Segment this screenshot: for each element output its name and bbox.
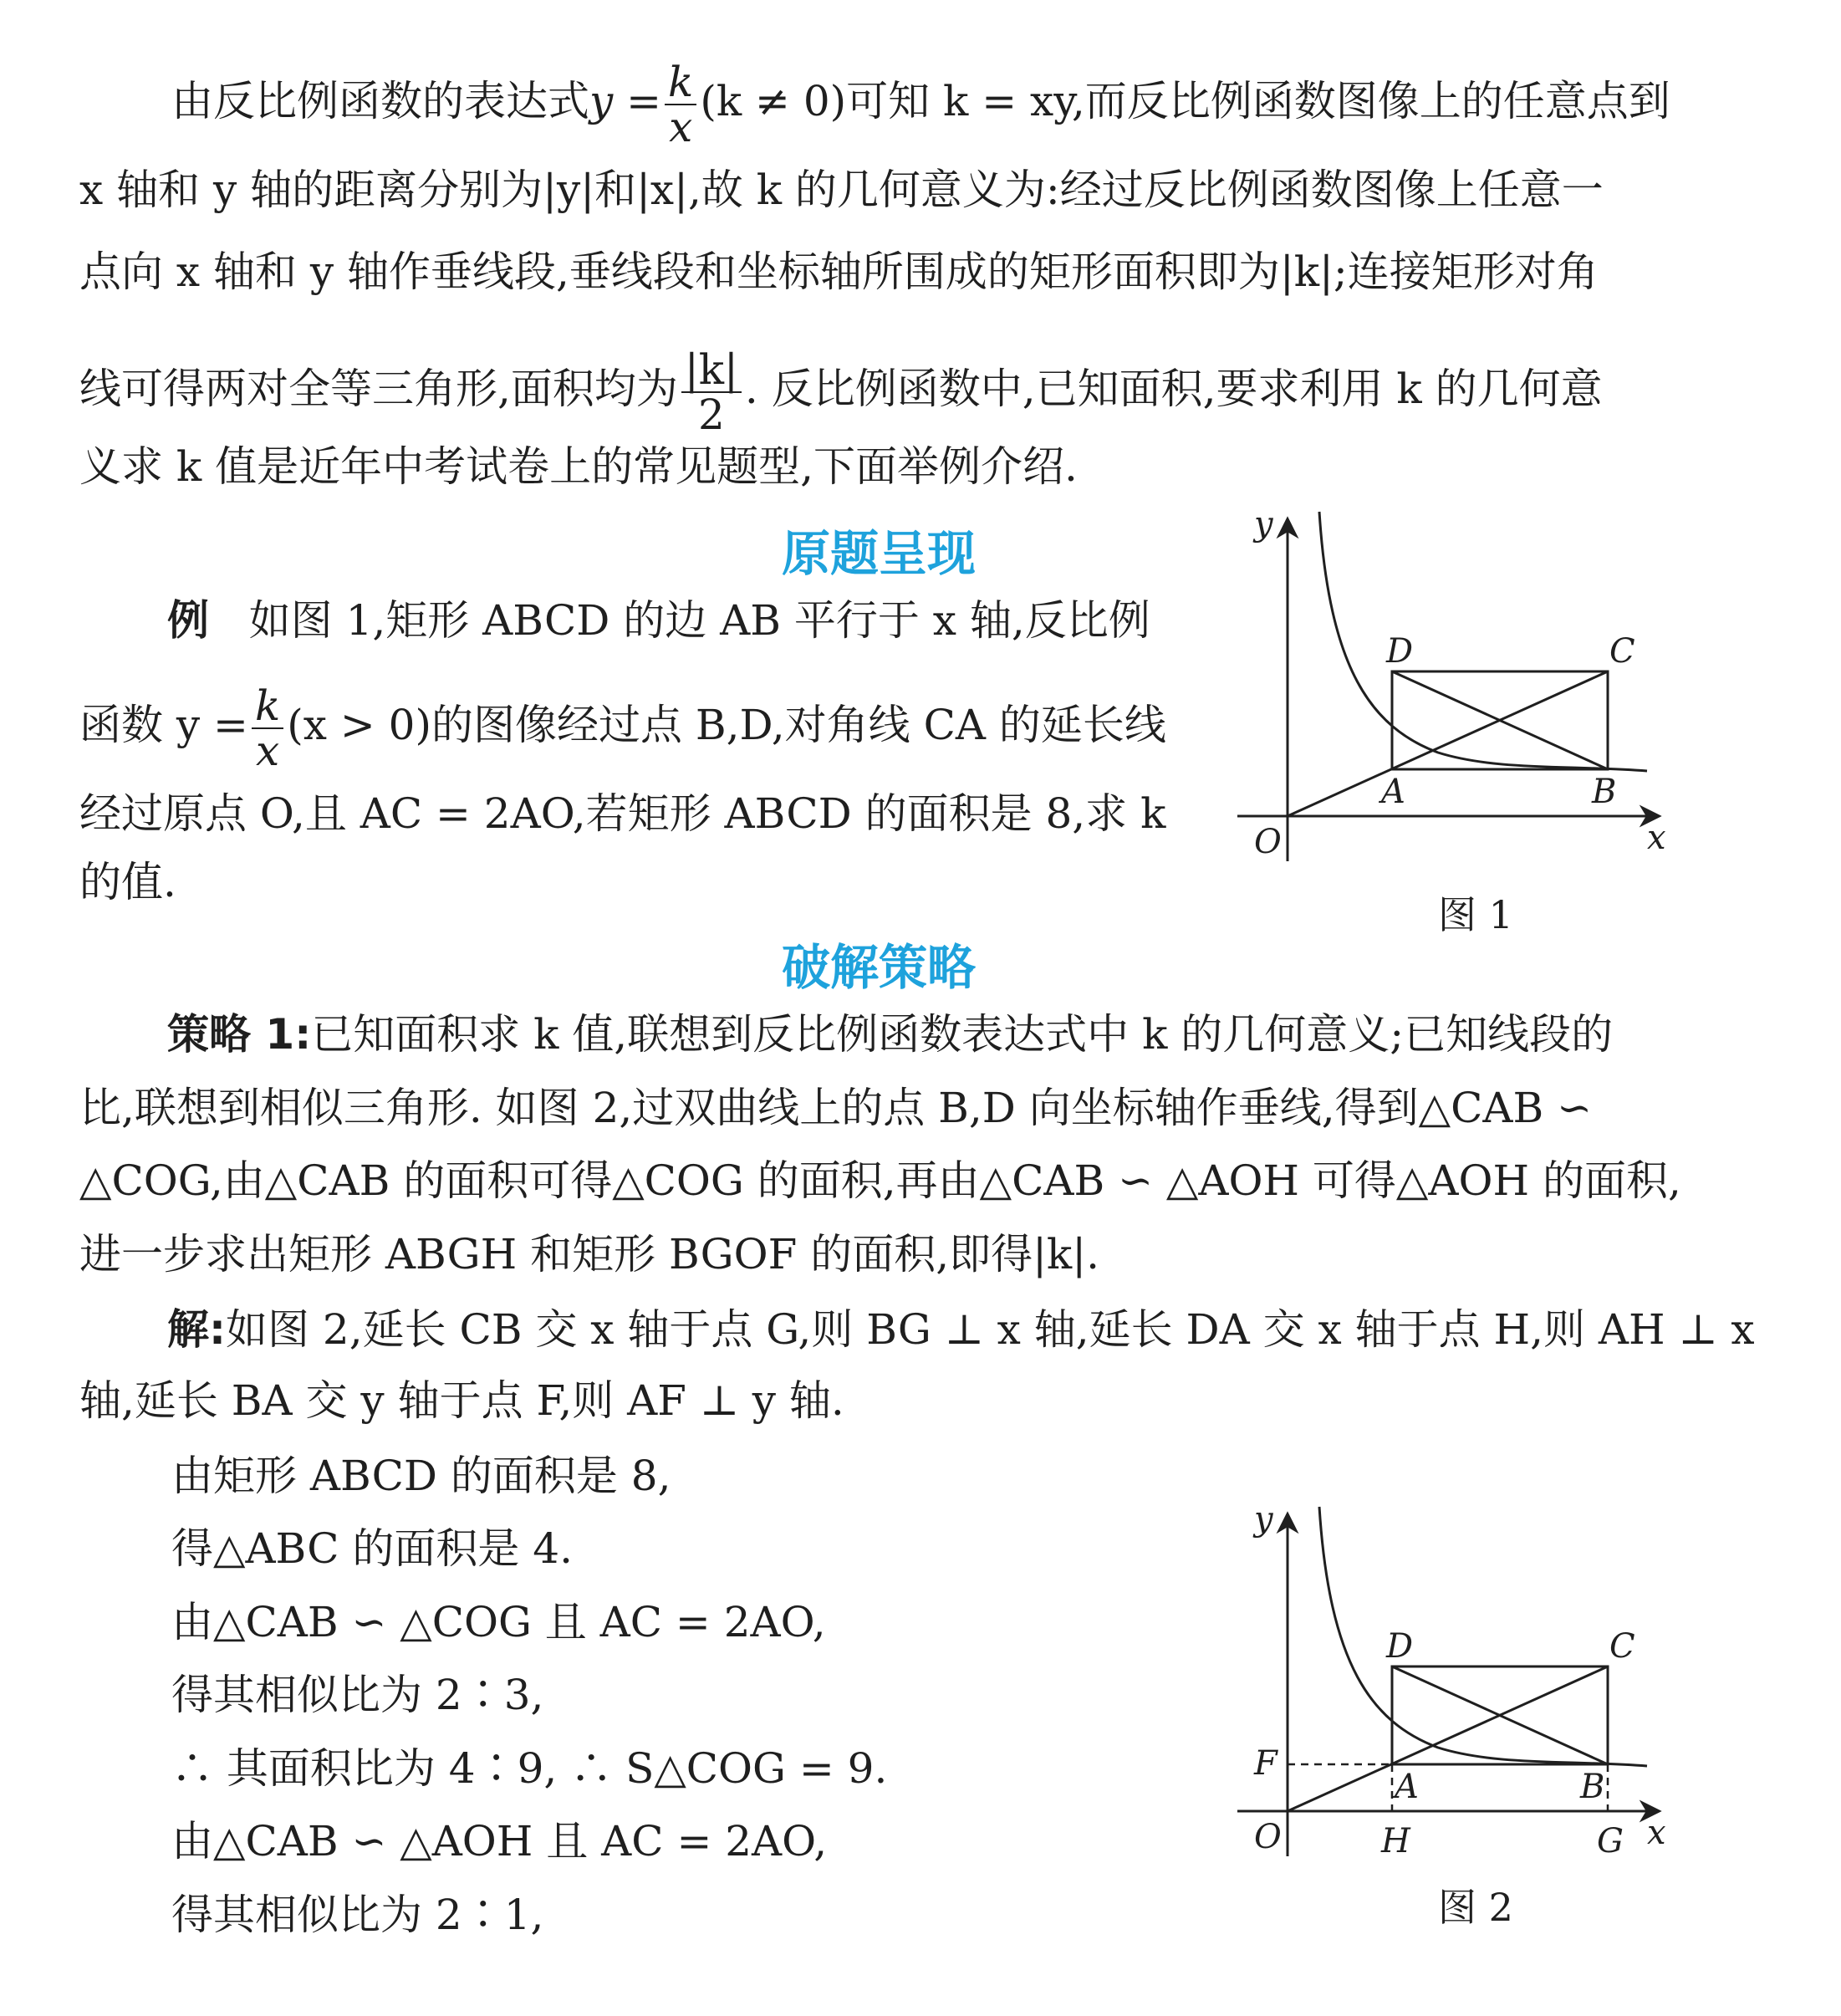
intro-line-4: 线可得两对全等三角形,面积均为 $\frac{|k|}{2}$ . 反比例函数中,已知面积,要求利用 k 的几何意 xyxy=(79,345,1603,439)
intro-line-3: 点向 x 轴和 y 轴作垂线段,垂线段和坐标轴所围成的矩形面积即为|k|;连接矩形对角 xyxy=(79,248,1599,296)
intro-line-5: 义求 k 值是近年中考试卷上的常见题型,下面举例介绍. xyxy=(79,442,1078,491)
example-line-3: 经过原点 O,且 AC = 2AO,若矩形 ABCD 的面积是 8,求 k xyxy=(79,789,1166,838)
diagonal-oc xyxy=(1288,671,1608,816)
label-d: D xyxy=(1386,632,1414,671)
label-f: F xyxy=(1254,1744,1277,1783)
solution-label: 解: xyxy=(167,1305,226,1354)
strategy-line-1: 策略 1:已知面积求 k 值,联想到反比例函数表达式中 k 的几何意义;已知线段的 xyxy=(167,1010,1614,1059)
hyperbola-curve xyxy=(1319,512,1647,771)
label-x: x xyxy=(1647,819,1666,857)
label-y: y xyxy=(1254,1500,1273,1539)
label-o: O xyxy=(1254,823,1282,861)
figure-1-caption: 图 1 xyxy=(1438,892,1513,937)
figure-2 xyxy=(1237,1497,1672,1881)
figure-1 xyxy=(1237,502,1672,886)
label-x: x xyxy=(1647,1814,1666,1852)
fraction-k-over-x: $\frac{k}{x}$ xyxy=(665,60,696,149)
label-a: A xyxy=(1395,1768,1419,1806)
example-line-1: 例 如图 1,矩形 ABCD 的边 AB 平行于 x 轴,反比例 xyxy=(167,596,1150,645)
fraction-abs-k-over-2: $\frac{|k|}{2}$ xyxy=(681,348,742,436)
label-b: B xyxy=(1580,1768,1605,1806)
solution-step: 由矩形 ABCD 的面积是 8, xyxy=(171,1452,671,1500)
label-y: y xyxy=(1254,505,1273,544)
example-label: 例 xyxy=(167,596,209,645)
solution-step: 由△CAB ∽ △AOH 且 AC = 2AO, xyxy=(171,1817,828,1865)
strategy-line-2: 比,联想到相似三角形. 如图 2,过双曲线上的点 B,D 向坐标轴作垂线,得到△CAB ∽ xyxy=(79,1084,1593,1132)
strategy-line-3: △COG,由△CAB 的面积可得△COG 的面积,再由△CAB ∽ △AOH 可得△AOH 的面积, xyxy=(79,1156,1681,1205)
fraction-k-over-x-2: $\frac{k}{x}$ xyxy=(252,684,283,773)
heading-original-problem: 原题呈现 xyxy=(782,525,977,582)
solution-step: 得△ABC 的面积是 4. xyxy=(171,1524,573,1573)
solution-step: 得其相似比为 2∶3, xyxy=(171,1671,544,1719)
label-g: G xyxy=(1597,1822,1624,1860)
label-a: A xyxy=(1381,773,1405,811)
diagonal-oc xyxy=(1288,1666,1608,1811)
example-line-4: 的值. xyxy=(79,858,176,906)
hyperbola-curve xyxy=(1319,1507,1647,1766)
label-c: C xyxy=(1609,632,1635,671)
solution-line-2: 轴,延长 BA 交 y 轴于点 F,则 AF ⊥ y 轴. xyxy=(79,1376,844,1425)
label-o: O xyxy=(1254,1818,1282,1856)
intro-line-2: x 轴和 y 轴的距离分别为|y|和|x|,故 k 的几何意义为:经过反比例函数图像上任意一 xyxy=(79,166,1604,214)
solution-step: 由△CAB ∽ △COG 且 AC = 2AO, xyxy=(171,1598,826,1646)
solution-step: 得其相似比为 2∶1, xyxy=(171,1891,544,1939)
solution-line-1: 解:如图 2,延长 CB 交 x 轴于点 G,则 BG ⊥ x 轴,延长 DA 交 x 轴于点 H,则 AH ⊥ x xyxy=(167,1305,1755,1354)
strategy-line-4: 进一步求出矩形 ABGH 和矩形 BGOF 的面积,即得|k|. xyxy=(79,1230,1099,1279)
label-b: B xyxy=(1592,773,1617,811)
figure-2-caption: 图 2 xyxy=(1438,1885,1513,1930)
solution-step: ∴ 其面积比为 4∶9, ∴ S△COG = 9. xyxy=(171,1744,888,1793)
label-d: D xyxy=(1386,1627,1414,1666)
example-line-2: 函数 y = $\frac{k}{x}$ (x > 0)的图像经过点 B,D,对角线 CA 的延长线 xyxy=(79,681,1166,775)
heading-strategy: 破解策略 xyxy=(782,939,977,996)
label-h: H xyxy=(1381,1822,1410,1860)
intro-line-1: 由反比例函数的表达式y = $\frac{k}{x}$ (k ≠ 0)可知 k = xy,而反比例函数图像上的任意点到 xyxy=(171,58,1670,151)
strategy-label: 策略 1: xyxy=(167,1010,312,1059)
label-c: C xyxy=(1609,1627,1635,1666)
